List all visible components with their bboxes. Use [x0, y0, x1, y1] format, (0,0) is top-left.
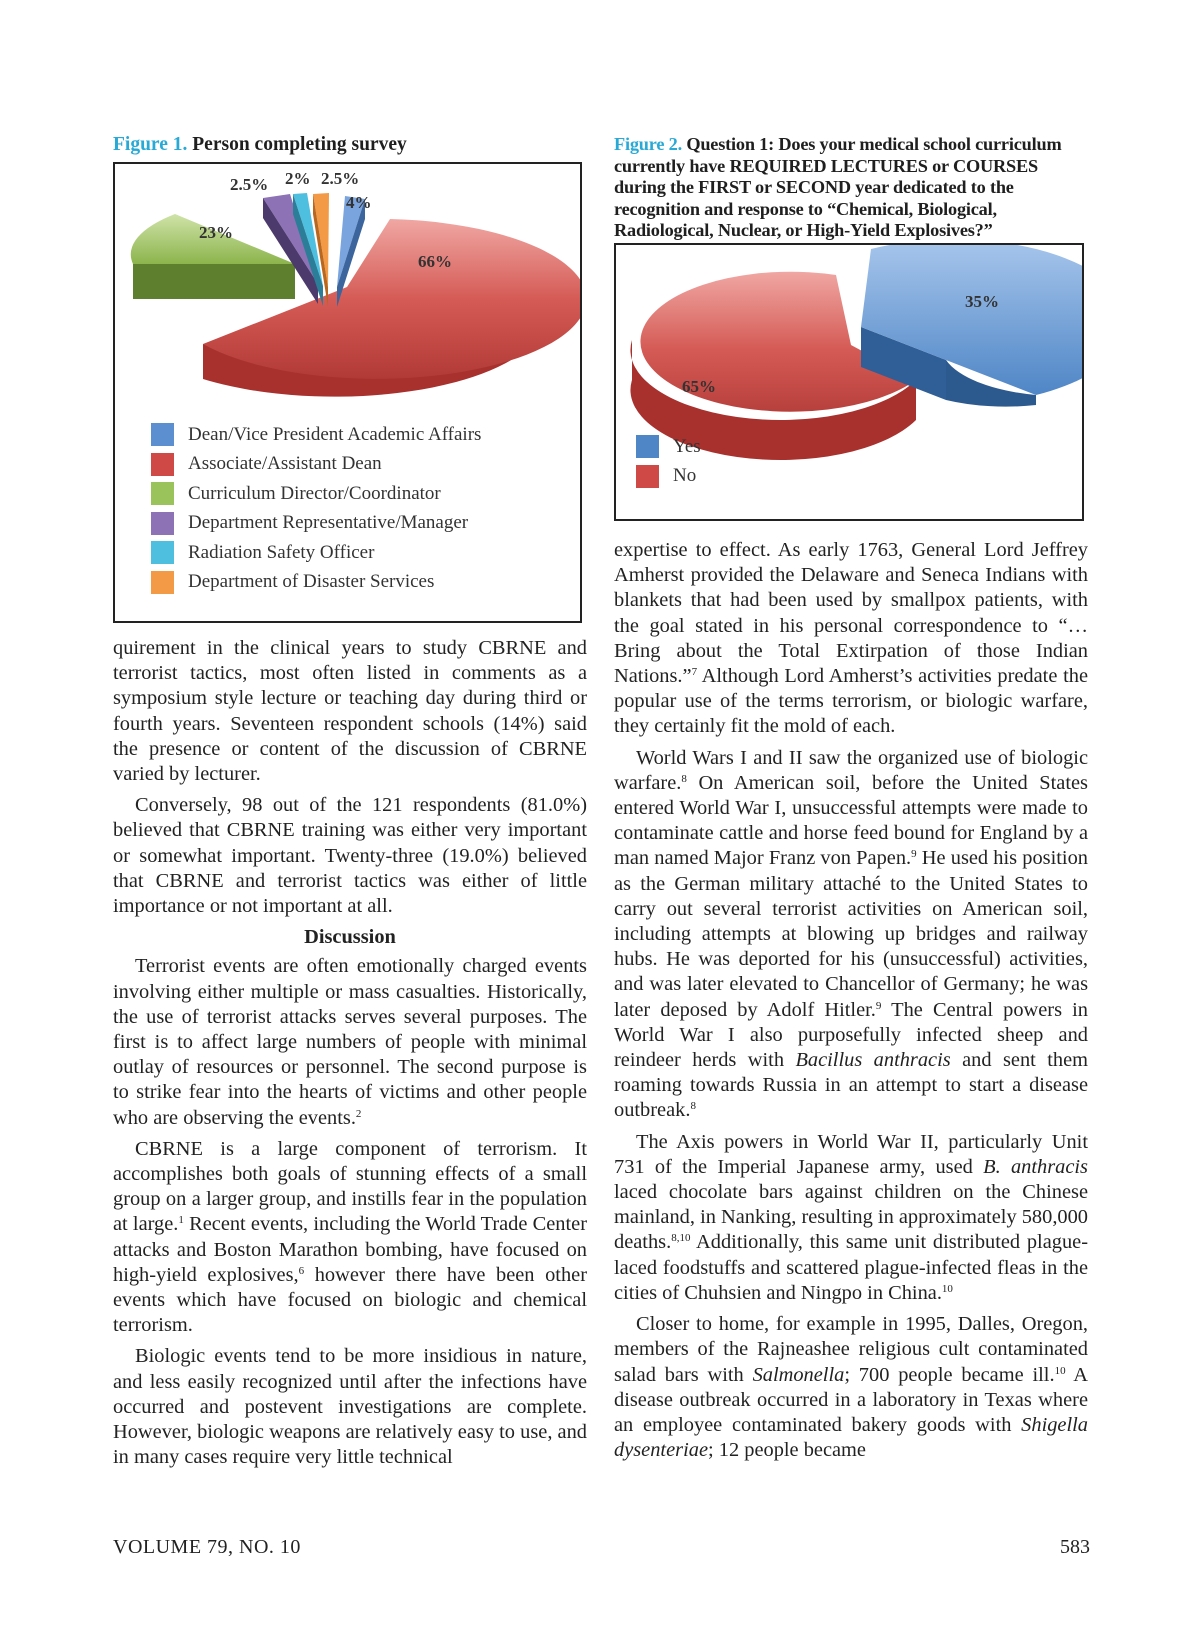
legend-label: Yes	[673, 435, 701, 457]
legend-swatch	[636, 435, 659, 458]
legend-item	[636, 462, 701, 492]
legend-swatch	[151, 453, 174, 476]
figure-1-title: Person completing survey	[192, 134, 407, 155]
legend-label: Dean/Vice President Academic Affairs	[188, 423, 482, 445]
paragraph-text: The Axis powers in World War II, particularly Unit 731 of the Imperial Japanese army, used	[614, 1130, 1088, 1178]
right-column-text	[614, 538, 1088, 1469]
legend-item	[151, 420, 481, 450]
figure-2-title-line: during the FIRST or SECOND year dedicated to the	[614, 177, 1014, 197]
figure-1-label: Figure 1.	[113, 134, 188, 155]
paragraph-text: Recent events, including the World Trade Center attacks and Boston Marathon bombing, have focused on high-yield explosives,	[113, 1213, 587, 1286]
citation: 8	[690, 1100, 696, 1113]
figure-1-chart	[113, 162, 582, 623]
figure-1-value-dean-vp: 4%	[346, 193, 372, 212]
species-name: Shigella dysenteriae	[614, 1413, 1088, 1462]
figure-2-title-line: currently have REQUIRED LECTURES or COURSES	[614, 155, 1038, 176]
legend-item	[636, 432, 701, 462]
figure-1-value-radiation-safety-officer: 2%	[285, 169, 311, 188]
legend-item	[151, 509, 481, 539]
species-name: Salmonella	[752, 1363, 845, 1386]
legend-swatch	[636, 465, 659, 488]
paragraph-text: The Central powers in World War I also purposefully infected sheep and reindeer herds with	[614, 998, 1088, 1072]
legend-label: Department of Disaster Services	[188, 571, 435, 593]
citation: 2	[355, 1107, 362, 1120]
citation: 10	[941, 1282, 953, 1295]
paragraph-text: laced chocolate bars against children on the Chinese mainland, in Nanking, resulting in approximately 580,000 deaths.	[614, 1181, 1089, 1254]
figure-2-value-no: 65%	[682, 377, 716, 396]
citation: 8,10	[671, 1232, 691, 1245]
paragraph-text: however there have been other events which have focused on biologic and chemical terrorism.	[113, 1263, 587, 1337]
figure-1-caption	[113, 134, 587, 156]
legend-item	[151, 450, 481, 480]
figure-2-caption	[614, 134, 1094, 242]
legend-item	[151, 538, 481, 568]
paragraph-text: He used his position as the German military attaché to the United States to carry out several terrorist activities on American soil, including attempts at blowing up bridges and railway hubs. He was deported for his (unsuccessful) activities, and was later elevated to Chancellor of Germany; he was later deposed by Adolf Hitler.	[614, 847, 1088, 1021]
figure-2-legend	[636, 432, 701, 491]
legend-label: Department Representative/Manager	[188, 512, 469, 534]
paragraph-text: CBRNE is a large component of terrorism. It accomplishes both goals of stunning effects of a small group on a larger group, and instills fear in the population at large.	[113, 1137, 587, 1236]
figure-2-label: Figure 2.	[614, 134, 682, 154]
figure-1-slice-curriculum-director-side	[133, 264, 295, 299]
paragraph: quirement in the clinical years to study CBRNE and terrorist tactics, most often listed in comments as a symposium style lecture or teaching day during third or fourth years. Seventeen respondent schools (14%) said the presence or content of the discussion of CBRNE varied by lecturer.	[113, 637, 587, 786]
page-number: 583	[1060, 1536, 1090, 1558]
paragraph-text: and sent them roaming towards Russia in an attempt to start a disease outbreak.	[614, 1049, 1089, 1122]
legend-swatch	[151, 423, 174, 446]
citation: 1	[178, 1214, 184, 1227]
citation: 10	[1054, 1364, 1066, 1377]
section-heading: Discussion	[304, 926, 396, 949]
paragraph	[614, 538, 1088, 740]
species-name: Bacillus anthracis	[795, 1049, 951, 1072]
paragraph-text: Closer to home, for example in 1995, Dalles, Oregon, members of the Rajneashee religious cult contaminated salad bars with	[614, 1313, 1088, 1386]
figure-2-value-yes: 35%	[965, 292, 999, 311]
paragraph-text: A disease outbreak occurred in a laboratory in Texas where an employee contaminated bakery goods with	[614, 1363, 1088, 1436]
paragraph	[614, 1130, 1088, 1306]
figure-2-title-line: Question 1: Does your medical school curriculum	[686, 134, 1062, 154]
paragraph-text: Additionally, this same unit distributed plague-laced foodstuffs and scattered plague-infected fleas in the cities of Chuhsien and Ningpo in China.	[614, 1231, 1088, 1304]
legend-swatch	[151, 482, 174, 505]
citation: 6	[298, 1264, 305, 1277]
paragraph	[113, 954, 587, 1130]
paragraph-text: World Wars I and II saw the organized use of biologic warfare.	[614, 746, 1088, 794]
paragraph: Biologic events tend to be more insidious in nature, and less easily recognized until after the infections have occurred and postevent investigations are complete. However, biologic weapons are relatively easy to use, and in many cases require very little technical	[113, 1345, 587, 1469]
legend-label: Associate/Assistant Dean	[188, 453, 382, 475]
paragraph-text: Terrorist events are often emotionally charged events involving either multiple or mass casualties. Historically, the use of terrorist attacks serves several purposes. The first is to affect large numbers of people with minimal outlay of resources or personnel. The second purpose is to strike fear into the hearts of victims and other people who are observing the events.	[113, 955, 587, 1129]
figure-1-value-curriculum-director: 23%	[199, 223, 233, 242]
journal-volume: VOLUME 79, NO. 10	[113, 1536, 301, 1558]
paragraph-text: ; 12 people became	[708, 1439, 866, 1462]
figure-1-value-disaster-services: 2.5%	[321, 169, 360, 188]
legend-swatch	[151, 512, 174, 535]
legend-item	[151, 479, 481, 509]
paragraph	[614, 1312, 1088, 1463]
citation: 7	[691, 666, 698, 679]
figure-2-title-line: Radiological, Nuclear, or High-Yield Explosives?”	[614, 220, 993, 240]
paragraph-text: ; 700 people became ill.	[844, 1363, 1055, 1386]
citation: 8	[681, 772, 687, 785]
figure-1-value-associate-dean: 66%	[418, 252, 452, 271]
legend-item	[151, 568, 481, 598]
paragraph	[614, 746, 1088, 1124]
paragraph	[113, 1137, 587, 1339]
legend-label: Curriculum Director/Coordinator	[188, 482, 441, 504]
paragraph: Conversely, 98 out of the 121 respondents (81.0%) believed that CBRNE training was either very important or somewhat important. Twenty-three (19.0%) believed that CBRNE and terrorist tactics was either of little importance or not important at all.	[113, 794, 587, 918]
paragraph-text: Although Lord Amherst’s activities predate the popular use of the terms terrorism, or biologic warfare, they certainly fit the mold of each.	[614, 665, 1088, 738]
figure-1-value-department-representative: 2.5%	[230, 175, 269, 194]
citation: 9	[875, 999, 882, 1012]
figure-2-title-line: recognition and response to “Chemical, Biological,	[614, 198, 997, 219]
left-column-text	[113, 636, 587, 1477]
paragraph-text: On American soil, before the United States entered World War I, unsuccessful attempts were made to contaminate cattle and horse feed bound for England by a man named Major Franz von Papen.	[614, 771, 1088, 870]
legend-swatch	[151, 541, 174, 564]
figure-2-chart	[614, 243, 1084, 521]
figure-1-legend	[151, 420, 481, 597]
legend-swatch	[151, 571, 174, 594]
species-name: B. anthracis	[983, 1155, 1088, 1178]
legend-label: Radiation Safety Officer	[188, 541, 375, 563]
citation: 9	[911, 848, 917, 861]
legend-label: No	[673, 465, 697, 487]
paragraph-text: expertise to effect. As early 1763, General Lord Jeffrey Amherst provided the Delaware and Seneca Indians with blankets that had been used by smallpox patients, with the goal stated in his personal correspondence to “…Bring about the Total Extirpation of those Indian Nations.”	[614, 539, 1088, 688]
